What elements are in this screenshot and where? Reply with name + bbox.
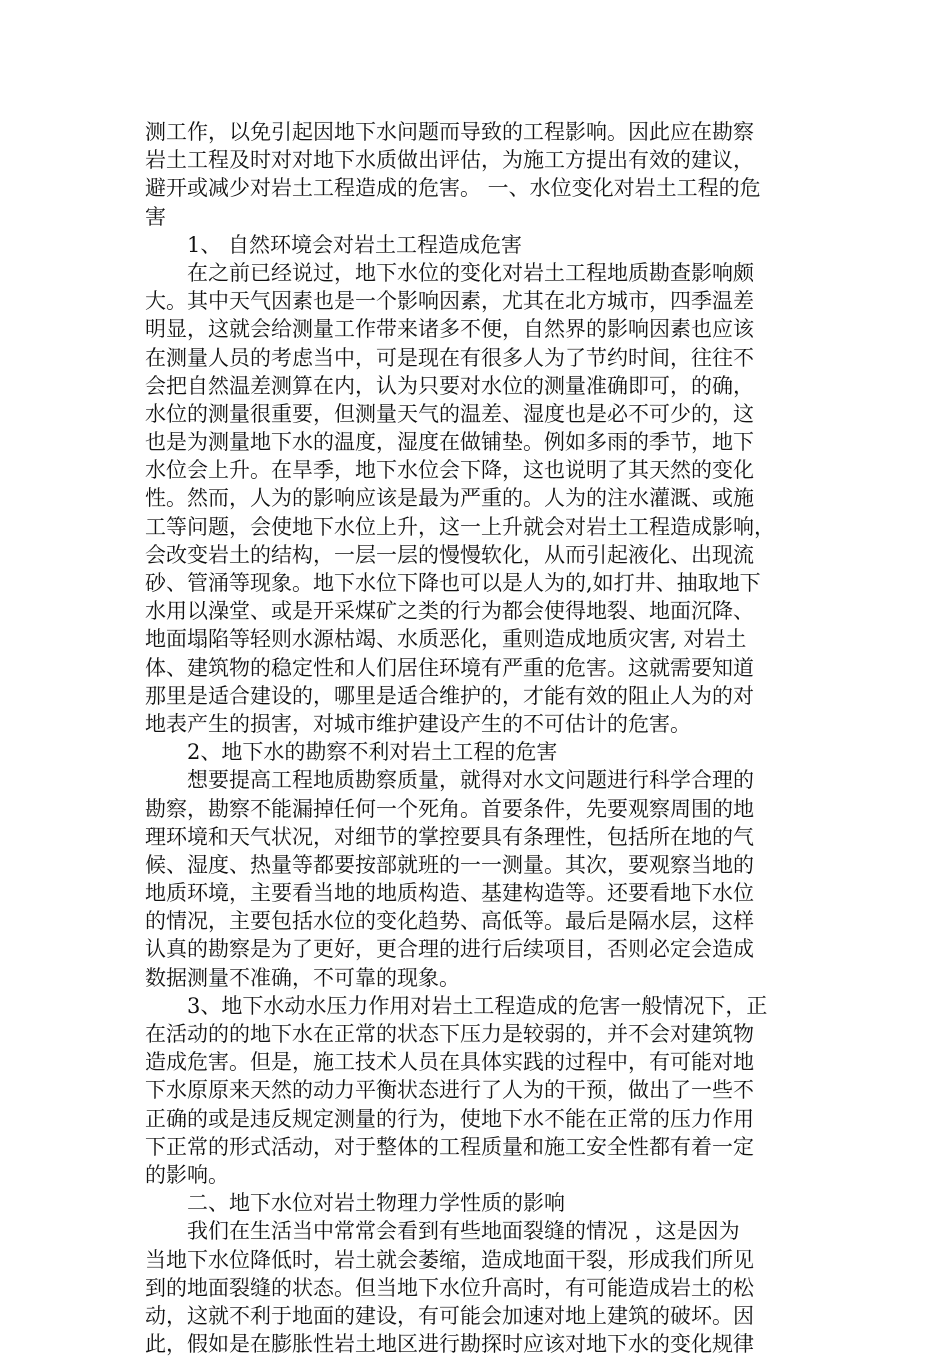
text-line: 数据测量不准确，不可靠的现象。	[145, 965, 460, 990]
text-line: 也是为测量地下水的温度，湿度在做铺垫。例如多雨的季节，地下	[145, 430, 754, 455]
text-line: 正确的或是违反规定测量的行为，使地下水不能在正常的压力作用	[145, 1106, 754, 1131]
text-line: 水位的测量很重要，但测量天气的温差、湿度也是必不可少的，这	[145, 401, 754, 426]
text-line: 测工作，以免引起因地下水问题而导致的工程影响。因此应在勘察	[145, 120, 754, 144]
text-line: 当地下水位降低时，岩土就会萎缩，造成地面干裂，形成我们所见	[145, 1247, 754, 1272]
text-line: 害	[145, 204, 166, 229]
text-line: 体、建筑物的稳定性和人们居住环境有严重的危害。这就需要知道	[145, 655, 754, 680]
text-line: 勘察，勘察不能漏掉任何一个死角。首要条件，先要观察周围的地	[145, 796, 754, 821]
text-line: 的影响。	[145, 1162, 229, 1187]
text-line: 地表产生的损害，对城市维护建设产生的不可估计的危害。	[145, 711, 691, 736]
text-line: 造成危害。但是，施工技术人员在具体实践的过程中，有可能对地	[145, 1050, 754, 1075]
text-line: 下正常的形式活动，对于整体的工程质量和施工安全性都有着一定	[145, 1134, 754, 1159]
text-line: 水位会上升。在旱季，地下水位会下降，这也说明了其天然的变化	[145, 458, 754, 483]
text-line: 在测量人员的考虑当中，可是现在有很多人为了节约时间，往往不	[145, 345, 754, 370]
text-line: 明显，这就会给测量工作带来诸多不便，自然界的影响因素也应该	[145, 317, 754, 342]
text-line: 二、地下水位对岩土物理力学性质的影响	[187, 1191, 565, 1216]
text-line: 的情况，主要包括水位的变化趋势、高低等。最后是隔水层，这样	[145, 909, 754, 934]
text-line: 想要提高工程地质勘察质量，就得对水文问题进行科学合理的	[187, 768, 754, 793]
text-line: 砂、管涌等现象。地下水位下降也可以是人为的,如打井、抽取地下	[145, 571, 761, 595]
text-line: 候、湿度、热量等都要按部就班的一一测量。其次，要观察当地的	[145, 852, 754, 877]
text-line: 下水原原来天然的动力平衡状态进行了人为的干预，做出了一些不	[145, 1078, 754, 1103]
text-line: 我们在生活当中常常会看到有些地面裂缝的情况 ，这是因为	[187, 1219, 740, 1244]
text-line: 1、 自然环境会对岩土工程造成危害	[187, 232, 523, 257]
text-line: 工等问题，会使地下水位上升，这一上升就会对岩土工程造成影响，	[145, 514, 775, 539]
text-line: 理环境和天气状况，对细节的掌控要具有条理性，包括所在地的气	[145, 824, 754, 849]
text-line: 避开或减少对岩土工程造成的危害。 一、水位变化对岩土工程的危	[145, 176, 761, 201]
text-line: 那里是适合建设的，哪里是适合维护的，才能有效的阻止人为的对	[145, 683, 754, 708]
text-line: 岩土工程及时对对地下水质做出评估，为施工方提出有效的建议，	[145, 148, 754, 173]
text-line: 地面塌陷等轻则水源枯竭、水质恶化，重则造成地质灾害, 对岩土	[145, 627, 747, 652]
text-line: 在之前已经说过，地下水位的变化对岩土工程地质勘查影响颇	[187, 260, 754, 285]
text-line: 认真的勘察是为了更好，更合理的进行后续项目，否则必定会造成	[145, 937, 754, 962]
document-body	[145, 118, 805, 1358]
text-line: 性。然而，人为的影响应该是最为严重的。人为的注水灌溉、或施	[145, 486, 754, 511]
text-line: 大。其中天气因素也是一个影响因素，尤其在北方城市，四季温差	[145, 289, 754, 314]
text-line: 地质环境，主要看当地的地质构造、基建构造等。还要看地下水位	[145, 881, 754, 906]
text-line: 3、地下水动水压力作用对岩土工程造成的危害一般情况下，正	[187, 993, 768, 1018]
text-line: 2、地下水的勘察不利对岩土工程的危害	[187, 740, 558, 765]
text-line: 会改变岩土的结构，一层一层的慢慢软化，从而引起液化、出现流	[145, 542, 754, 567]
text-line: 水用以澡堂、或是开采煤矿之类的行为都会使得地裂、地面沉降、	[145, 599, 754, 624]
text-line: 动，这就不利于地面的建设，有可能会加速对地上建筑的破坏。因	[145, 1303, 754, 1328]
text-line: 在活动的的地下水在正常的状态下压力是较弱的，并不会对建筑物	[145, 1022, 754, 1046]
text-line: 此，假如是在膨胀性岩土地区进行勘探时应该对地下水的变化规律	[145, 1332, 754, 1357]
text-line: 会把自然温差测算在内，认为只要对水位的测量准确即可，的确，	[145, 373, 754, 398]
text-line: 到的地面裂缝的状态。但当地下水位升高时，有可能造成岩土的松	[145, 1275, 754, 1300]
